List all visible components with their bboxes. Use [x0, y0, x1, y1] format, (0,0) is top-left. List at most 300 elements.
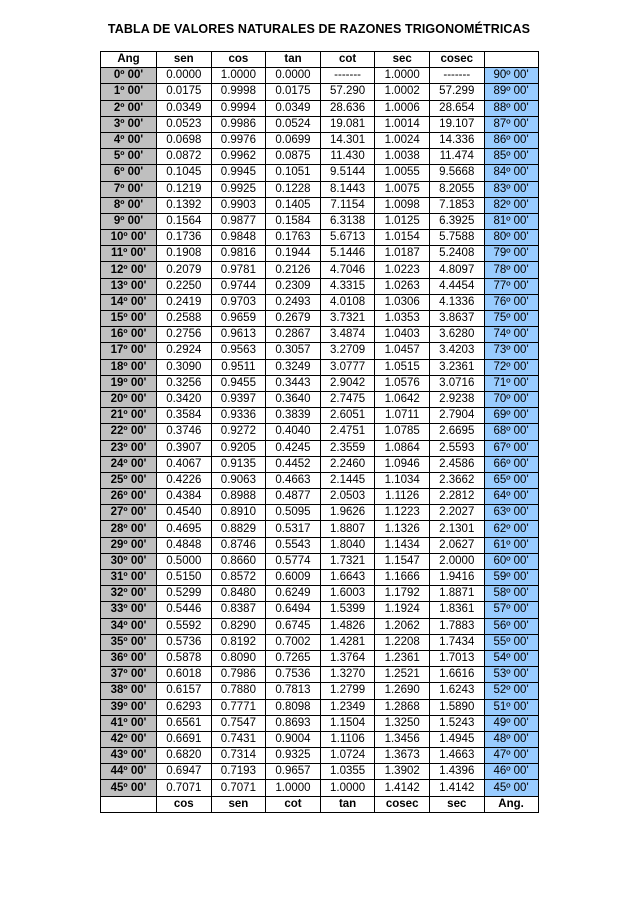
sec-cell: 1.2521	[375, 667, 430, 683]
cot-cell: 1.9626	[320, 505, 375, 521]
cosec-cell: -------	[429, 68, 484, 84]
angle-cell: 19º 00'	[101, 375, 157, 391]
table-row	[101, 68, 539, 84]
angle-cell: 13º 00'	[101, 278, 157, 294]
cos-cell: 0.7880	[211, 683, 266, 699]
angle-cell: 32º 00'	[101, 586, 157, 602]
complement-angle-cell: 45º 00'	[484, 780, 538, 796]
cos-cell: 1.0000	[211, 68, 266, 84]
sen-cell: 0.2924	[157, 343, 212, 359]
cosec-cell: 1.8871	[429, 586, 484, 602]
cos-cell: 0.7193	[211, 764, 266, 780]
sec-cell: 1.0711	[375, 408, 430, 424]
cos-cell: 0.9455	[211, 375, 266, 391]
cot-cell: 3.0777	[320, 359, 375, 375]
cosec-cell: 1.6243	[429, 683, 484, 699]
cot-cell: 1.1106	[320, 731, 375, 747]
sec-cell: 1.0098	[375, 197, 430, 213]
tan-cell: 0.2679	[266, 311, 321, 327]
complement-angle-cell: 68º 00'	[484, 424, 538, 440]
complement-angle-cell: 78º 00'	[484, 262, 538, 278]
sec-cell: 1.0075	[375, 181, 430, 197]
footer-sec: sec	[429, 796, 484, 812]
sec-cell: 1.1034	[375, 472, 430, 488]
cosec-cell: 1.5243	[429, 715, 484, 731]
cot-cell: 3.7321	[320, 311, 375, 327]
cos-cell: 0.9994	[211, 100, 266, 116]
table-row	[101, 570, 539, 586]
cosec-cell: 9.5668	[429, 165, 484, 181]
table-row	[101, 472, 539, 488]
cos-cell: 0.8192	[211, 634, 266, 650]
table-body	[101, 68, 539, 796]
angle-cell: 28º 00'	[101, 521, 157, 537]
cos-cell: 0.7771	[211, 699, 266, 715]
cos-cell: 0.8988	[211, 489, 266, 505]
cot-cell: -------	[320, 68, 375, 84]
angle-cell: 18º 00'	[101, 359, 157, 375]
angle-cell: 21º 00'	[101, 408, 157, 424]
cos-cell: 0.8572	[211, 570, 266, 586]
cot-cell: 2.7475	[320, 391, 375, 407]
complement-angle-cell: 63º 00'	[484, 505, 538, 521]
angle-cell: 8º 00'	[101, 197, 157, 213]
tan-cell: 0.8098	[266, 699, 321, 715]
footer-sen: sen	[211, 796, 266, 812]
sec-cell: 1.2208	[375, 634, 430, 650]
cosec-cell: 1.9416	[429, 570, 484, 586]
header-tan: tan	[266, 52, 321, 68]
header-cos: cos	[211, 52, 266, 68]
cot-cell: 5.6713	[320, 230, 375, 246]
tan-cell: 0.3839	[266, 408, 321, 424]
cos-cell: 0.9998	[211, 84, 266, 100]
angle-cell: 4º 00'	[101, 132, 157, 148]
cos-cell: 0.9781	[211, 262, 266, 278]
sen-cell: 0.5736	[157, 634, 212, 650]
sen-cell: 0.6293	[157, 699, 212, 715]
cot-cell: 2.3559	[320, 440, 375, 456]
header-row	[101, 52, 539, 68]
table-row	[101, 181, 539, 197]
table-row	[101, 553, 539, 569]
cot-cell: 4.0108	[320, 294, 375, 310]
tan-cell: 0.0000	[266, 68, 321, 84]
cos-cell: 0.9511	[211, 359, 266, 375]
sen-cell: 0.2079	[157, 262, 212, 278]
angle-cell: 45º 00'	[101, 780, 157, 796]
cot-cell: 2.0503	[320, 489, 375, 505]
cot-cell: 3.2709	[320, 343, 375, 359]
cos-cell: 0.8910	[211, 505, 266, 521]
angle-cell: 41º 00'	[101, 715, 157, 731]
cosec-cell: 4.1336	[429, 294, 484, 310]
page-title: TABLA DE VALORES NATURALES DE RAZONES TRIGONOMÉTRICAS	[107, 22, 531, 36]
cos-cell: 0.8660	[211, 553, 266, 569]
table-row	[101, 537, 539, 553]
footer-ang: Ang.	[484, 796, 538, 812]
tan-cell: 0.3249	[266, 359, 321, 375]
cot-cell: 2.1445	[320, 472, 375, 488]
cot-cell: 1.6003	[320, 586, 375, 602]
tan-cell: 0.4877	[266, 489, 321, 505]
sec-cell: 1.3456	[375, 731, 430, 747]
table-row	[101, 667, 539, 683]
tan-cell: 0.1051	[266, 165, 321, 181]
cos-cell: 0.9925	[211, 181, 266, 197]
cot-cell: 1.6643	[320, 570, 375, 586]
header-complement	[484, 52, 538, 68]
tan-cell: 0.3443	[266, 375, 321, 391]
footer-blank	[101, 796, 157, 812]
angle-cell: 30º 00'	[101, 553, 157, 569]
tan-cell: 0.5317	[266, 521, 321, 537]
table-row	[101, 456, 539, 472]
table-row	[101, 311, 539, 327]
sec-cell: 1.0024	[375, 132, 430, 148]
cosec-cell: 1.5890	[429, 699, 484, 715]
complement-angle-cell: 67º 00'	[484, 440, 538, 456]
sec-cell: 1.2062	[375, 618, 430, 634]
cosec-cell: 2.0000	[429, 553, 484, 569]
sen-cell: 0.3420	[157, 391, 212, 407]
complement-angle-cell: 72º 00'	[484, 359, 538, 375]
angle-cell: 35º 00'	[101, 634, 157, 650]
complement-angle-cell: 76º 00'	[484, 294, 538, 310]
cosec-cell: 1.4142	[429, 780, 484, 796]
angle-cell: 43º 00'	[101, 748, 157, 764]
cosec-cell: 57.299	[429, 84, 484, 100]
cos-cell: 0.7547	[211, 715, 266, 731]
table-row	[101, 359, 539, 375]
cos-cell: 0.7071	[211, 780, 266, 796]
cosec-cell: 3.2361	[429, 359, 484, 375]
cosec-cell: 7.1853	[429, 197, 484, 213]
angle-cell: 5º 00'	[101, 149, 157, 165]
angle-cell: 22º 00'	[101, 424, 157, 440]
angle-cell: 26º 00'	[101, 489, 157, 505]
tan-cell: 0.0699	[266, 132, 321, 148]
angle-cell: 6º 00'	[101, 165, 157, 181]
tan-cell: 0.5774	[266, 553, 321, 569]
table-row	[101, 213, 539, 229]
tan-cell: 0.3057	[266, 343, 321, 359]
tan-cell: 0.4040	[266, 424, 321, 440]
sec-cell: 1.1547	[375, 553, 430, 569]
cos-cell: 0.9945	[211, 165, 266, 181]
table-row	[101, 505, 539, 521]
angle-cell: 39º 00'	[101, 699, 157, 715]
sen-cell: 0.6018	[157, 667, 212, 683]
footer-tan: tan	[320, 796, 375, 812]
cot-cell: 2.4751	[320, 424, 375, 440]
cosec-cell: 1.8361	[429, 602, 484, 618]
complement-angle-cell: 79º 00'	[484, 246, 538, 262]
sen-cell: 0.2588	[157, 311, 212, 327]
complement-angle-cell: 53º 00'	[484, 667, 538, 683]
sen-cell: 0.4384	[157, 489, 212, 505]
cot-cell: 1.8807	[320, 521, 375, 537]
angle-cell: 36º 00'	[101, 650, 157, 666]
table-row	[101, 391, 539, 407]
tan-cell: 0.4245	[266, 440, 321, 456]
angle-cell: 14º 00'	[101, 294, 157, 310]
angle-cell: 10º 00'	[101, 230, 157, 246]
sec-cell: 1.0223	[375, 262, 430, 278]
angle-cell: 25º 00'	[101, 472, 157, 488]
complement-angle-cell: 47º 00'	[484, 748, 538, 764]
complement-angle-cell: 85º 00'	[484, 149, 538, 165]
cosec-cell: 2.5593	[429, 440, 484, 456]
cot-cell: 1.4281	[320, 634, 375, 650]
tan-cell: 0.1763	[266, 230, 321, 246]
complement-angle-cell: 49º 00'	[484, 715, 538, 731]
sec-cell: 1.0014	[375, 116, 430, 132]
sen-cell: 0.1908	[157, 246, 212, 262]
tan-cell: 0.2126	[266, 262, 321, 278]
tan-cell: 0.2867	[266, 327, 321, 343]
tan-cell: 0.1584	[266, 213, 321, 229]
complement-angle-cell: 46º 00'	[484, 764, 538, 780]
complement-angle-cell: 74º 00'	[484, 327, 538, 343]
complement-angle-cell: 62º 00'	[484, 521, 538, 537]
complement-angle-cell: 55º 00'	[484, 634, 538, 650]
cot-cell: 1.7321	[320, 553, 375, 569]
table-row	[101, 650, 539, 666]
cot-cell: 2.9042	[320, 375, 375, 391]
cos-cell: 0.9848	[211, 230, 266, 246]
sen-cell: 0.7071	[157, 780, 212, 796]
complement-angle-cell: 58º 00'	[484, 586, 538, 602]
cosec-cell: 2.2812	[429, 489, 484, 505]
table-row	[101, 521, 539, 537]
cos-cell: 0.8480	[211, 586, 266, 602]
sec-cell: 1.0946	[375, 456, 430, 472]
complement-angle-cell: 83º 00'	[484, 181, 538, 197]
sen-cell: 0.4226	[157, 472, 212, 488]
cosec-cell: 2.9238	[429, 391, 484, 407]
sen-cell: 0.3256	[157, 375, 212, 391]
sec-cell: 1.0125	[375, 213, 430, 229]
sec-cell: 1.1792	[375, 586, 430, 602]
table-row	[101, 699, 539, 715]
angle-cell: 15º 00'	[101, 311, 157, 327]
table-row	[101, 586, 539, 602]
sec-cell: 1.0457	[375, 343, 430, 359]
cos-cell: 0.9613	[211, 327, 266, 343]
sec-cell: 1.2690	[375, 683, 430, 699]
complement-angle-cell: 75º 00'	[484, 311, 538, 327]
angle-cell: 3º 00'	[101, 116, 157, 132]
sec-cell: 1.0263	[375, 278, 430, 294]
angle-cell: 24º 00'	[101, 456, 157, 472]
sec-cell: 1.0353	[375, 311, 430, 327]
table-row	[101, 327, 539, 343]
angle-cell: 42º 00'	[101, 731, 157, 747]
table-row	[101, 375, 539, 391]
sec-cell: 1.3902	[375, 764, 430, 780]
cos-cell: 0.8290	[211, 618, 266, 634]
sen-cell: 0.6947	[157, 764, 212, 780]
tan-cell: 0.2493	[266, 294, 321, 310]
table-row	[101, 197, 539, 213]
cosec-cell: 19.107	[429, 116, 484, 132]
cot-cell: 1.1504	[320, 715, 375, 731]
tan-cell: 0.1944	[266, 246, 321, 262]
sen-cell: 0.5878	[157, 650, 212, 666]
sec-cell: 1.0002	[375, 84, 430, 100]
complement-angle-cell: 90º 00'	[484, 68, 538, 84]
complement-angle-cell: 88º 00'	[484, 100, 538, 116]
cos-cell: 0.9903	[211, 197, 266, 213]
tan-cell: 0.4663	[266, 472, 321, 488]
cosec-cell: 2.3662	[429, 472, 484, 488]
sen-cell: 0.2756	[157, 327, 212, 343]
footer-row	[101, 796, 539, 812]
table-row	[101, 262, 539, 278]
cos-cell: 0.9877	[211, 213, 266, 229]
sen-cell: 0.2419	[157, 294, 212, 310]
complement-angle-cell: 77º 00'	[484, 278, 538, 294]
header-sec: sec	[375, 52, 430, 68]
angle-cell: 44º 00'	[101, 764, 157, 780]
cot-cell: 57.290	[320, 84, 375, 100]
cos-cell: 0.8387	[211, 602, 266, 618]
complement-angle-cell: 84º 00'	[484, 165, 538, 181]
complement-angle-cell: 52º 00'	[484, 683, 538, 699]
complement-angle-cell: 82º 00'	[484, 197, 538, 213]
complement-angle-cell: 57º 00'	[484, 602, 538, 618]
complement-angle-cell: 60º 00'	[484, 553, 538, 569]
tan-cell: 0.5095	[266, 505, 321, 521]
header-cot: cot	[320, 52, 375, 68]
cos-cell: 0.9336	[211, 408, 266, 424]
sen-cell: 0.2250	[157, 278, 212, 294]
table-row	[101, 683, 539, 699]
cos-cell: 0.9962	[211, 149, 266, 165]
cosec-cell: 5.2408	[429, 246, 484, 262]
sec-cell: 1.0576	[375, 375, 430, 391]
complement-angle-cell: 51º 00'	[484, 699, 538, 715]
cot-cell: 7.1154	[320, 197, 375, 213]
cot-cell: 1.4826	[320, 618, 375, 634]
tan-cell: 0.0175	[266, 84, 321, 100]
sen-cell: 0.0698	[157, 132, 212, 148]
cos-cell: 0.9272	[211, 424, 266, 440]
tan-cell: 0.6494	[266, 602, 321, 618]
sen-cell: 0.5299	[157, 586, 212, 602]
angle-cell: 16º 00'	[101, 327, 157, 343]
sec-cell: 1.0038	[375, 149, 430, 165]
cot-cell: 1.0000	[320, 780, 375, 796]
cosec-cell: 2.1301	[429, 521, 484, 537]
table-row	[101, 343, 539, 359]
tan-cell: 0.0875	[266, 149, 321, 165]
angle-cell: 9º 00'	[101, 213, 157, 229]
complement-angle-cell: 80º 00'	[484, 230, 538, 246]
cot-cell: 1.2799	[320, 683, 375, 699]
table-row	[101, 278, 539, 294]
cot-cell: 6.3138	[320, 213, 375, 229]
cot-cell: 1.0724	[320, 748, 375, 764]
cot-cell: 1.3270	[320, 667, 375, 683]
angle-cell: 38º 00'	[101, 683, 157, 699]
cos-cell: 0.9659	[211, 311, 266, 327]
cot-cell: 2.6051	[320, 408, 375, 424]
complement-angle-cell: 71º 00'	[484, 375, 538, 391]
sec-cell: 1.0187	[375, 246, 430, 262]
cot-cell: 1.2349	[320, 699, 375, 715]
sec-cell: 1.1126	[375, 489, 430, 505]
footer-cos: cos	[157, 796, 212, 812]
cosec-cell: 3.4203	[429, 343, 484, 359]
complement-angle-cell: 65º 00'	[484, 472, 538, 488]
table-row	[101, 100, 539, 116]
cosec-cell: 2.7904	[429, 408, 484, 424]
sec-cell: 1.1924	[375, 602, 430, 618]
angle-cell: 7º 00'	[101, 181, 157, 197]
table-row	[101, 84, 539, 100]
sen-cell: 0.0175	[157, 84, 212, 100]
cot-cell: 3.4874	[320, 327, 375, 343]
sec-cell: 1.0055	[375, 165, 430, 181]
cosec-cell: 3.0716	[429, 375, 484, 391]
sec-cell: 1.0864	[375, 440, 430, 456]
cot-cell: 1.3764	[320, 650, 375, 666]
cosec-cell: 2.2027	[429, 505, 484, 521]
tan-cell: 0.7536	[266, 667, 321, 683]
tan-cell: 0.6745	[266, 618, 321, 634]
cosec-cell: 2.0627	[429, 537, 484, 553]
complement-angle-cell: 81º 00'	[484, 213, 538, 229]
sen-cell: 0.6820	[157, 748, 212, 764]
sen-cell: 0.5150	[157, 570, 212, 586]
cos-cell: 0.9703	[211, 294, 266, 310]
angle-cell: 23º 00'	[101, 440, 157, 456]
sen-cell: 0.4540	[157, 505, 212, 521]
angle-cell: 11º 00'	[101, 246, 157, 262]
cot-cell: 5.1446	[320, 246, 375, 262]
sen-cell: 0.1564	[157, 213, 212, 229]
tan-cell: 0.4452	[266, 456, 321, 472]
tan-cell: 0.6009	[266, 570, 321, 586]
cos-cell: 0.9816	[211, 246, 266, 262]
sen-cell: 0.3584	[157, 408, 212, 424]
sec-cell: 1.2868	[375, 699, 430, 715]
sen-cell: 0.0000	[157, 68, 212, 84]
sec-cell: 1.0154	[375, 230, 430, 246]
cos-cell: 0.8746	[211, 537, 266, 553]
sen-cell: 0.5000	[157, 553, 212, 569]
sec-cell: 1.4142	[375, 780, 430, 796]
complement-angle-cell: 61º 00'	[484, 537, 538, 553]
sen-cell: 0.0349	[157, 100, 212, 116]
cosec-cell: 8.2055	[429, 181, 484, 197]
table-row	[101, 618, 539, 634]
table-row	[101, 634, 539, 650]
table-row	[101, 602, 539, 618]
cot-cell: 2.2460	[320, 456, 375, 472]
table-row	[101, 440, 539, 456]
table-row	[101, 731, 539, 747]
tan-cell: 0.9325	[266, 748, 321, 764]
complement-angle-cell: 87º 00'	[484, 116, 538, 132]
sec-cell: 1.0006	[375, 100, 430, 116]
complement-angle-cell: 54º 00'	[484, 650, 538, 666]
cot-cell: 1.8040	[320, 537, 375, 553]
sen-cell: 0.3907	[157, 440, 212, 456]
table-row	[101, 294, 539, 310]
